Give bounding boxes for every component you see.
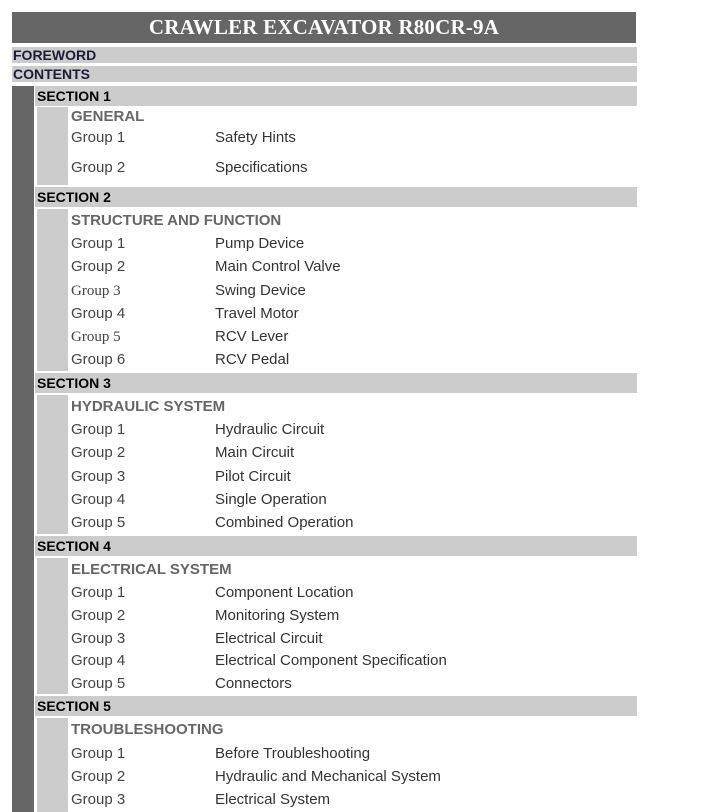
- section-4-indent: [37, 558, 68, 694]
- group-label[interactable]: Group 2: [71, 258, 126, 275]
- group-topic[interactable]: Before Troubleshooting: [215, 745, 371, 762]
- group-label[interactable]: Group 5: [71, 514, 126, 531]
- group-label[interactable]: Group 4: [71, 652, 126, 669]
- group-label[interactable]: Group 3: [71, 468, 126, 485]
- section-1-header[interactable]: SECTION 1: [35, 86, 637, 106]
- group-label[interactable]: Group 1: [71, 745, 126, 762]
- section-4-header[interactable]: SECTION 4: [35, 536, 637, 556]
- group-label[interactable]: Group 2: [71, 159, 126, 176]
- group-topic[interactable]: Travel Motor: [215, 305, 299, 322]
- section-2-header[interactable]: SECTION 2: [35, 187, 637, 207]
- group-topic[interactable]: Main Control Valve: [215, 258, 341, 275]
- group-topic[interactable]: Electrical Circuit: [215, 630, 323, 647]
- group-topic[interactable]: Monitoring System: [215, 607, 340, 624]
- group-label[interactable]: Group 1: [71, 584, 126, 601]
- group-topic[interactable]: RCV Lever: [215, 328, 289, 345]
- section-2-indent: [37, 209, 68, 371]
- group-label[interactable]: Group 2: [71, 607, 126, 624]
- group-label[interactable]: Group 3: [71, 630, 126, 647]
- group-topic[interactable]: Connectors: [215, 675, 292, 692]
- section-5-indent: [37, 718, 68, 812]
- section-4-title: ELECTRICAL SYSTEM: [71, 561, 232, 578]
- group-label[interactable]: Group 4: [71, 305, 126, 322]
- group-label[interactable]: Group 1: [71, 129, 126, 146]
- foreword-link[interactable]: FOREWORD: [12, 47, 637, 63]
- group-topic[interactable]: Electrical System: [215, 791, 331, 808]
- group-label[interactable]: Group 5: [71, 329, 121, 345]
- group-topic[interactable]: Hydraulic Circuit: [215, 421, 325, 438]
- group-topic[interactable]: Pump Device: [215, 235, 305, 252]
- group-topic[interactable]: Component Location: [215, 584, 354, 601]
- group-topic[interactable]: Hydraulic and Mechanical System: [215, 768, 441, 785]
- group-topic[interactable]: Single Operation: [215, 491, 327, 508]
- section-2-title: STRUCTURE AND FUNCTION: [71, 212, 282, 229]
- group-label[interactable]: Group 3: [71, 791, 126, 808]
- section-1-title: GENERAL: [71, 108, 145, 125]
- section-3-title: HYDRAULIC SYSTEM: [71, 398, 226, 415]
- group-topic[interactable]: Safety Hints: [215, 129, 296, 146]
- group-topic[interactable]: Main Circuit: [215, 444, 295, 461]
- group-label[interactable]: Group 6: [71, 351, 126, 368]
- section-1-indent: [37, 107, 68, 185]
- group-topic[interactable]: Swing Device: [215, 282, 306, 299]
- group-label[interactable]: Group 1: [71, 235, 126, 252]
- document-title: CRAWLER EXCAVATOR R80CR-9A: [12, 12, 636, 43]
- section-5-header[interactable]: SECTION 5: [35, 696, 637, 716]
- group-label[interactable]: Group 1: [71, 421, 126, 438]
- group-topic[interactable]: Specifications: [215, 159, 308, 176]
- section-3-indent: [37, 395, 68, 534]
- group-label[interactable]: Group 4: [71, 491, 126, 508]
- left-rail: [12, 86, 34, 812]
- section-5-title: TROUBLESHOOTING: [71, 721, 224, 738]
- group-label[interactable]: Group 3: [71, 283, 121, 299]
- group-topic[interactable]: Combined Operation: [215, 514, 354, 531]
- group-label[interactable]: Group 2: [71, 768, 126, 785]
- group-topic[interactable]: Electrical Component Specification: [215, 652, 447, 669]
- section-3-header[interactable]: SECTION 3: [35, 373, 637, 393]
- group-label[interactable]: Group 2: [71, 444, 126, 461]
- group-label[interactable]: Group 5: [71, 675, 126, 692]
- group-topic[interactable]: RCV Pedal: [215, 351, 290, 368]
- contents-link[interactable]: CONTENTS: [12, 66, 637, 82]
- group-topic[interactable]: Pilot Circuit: [215, 468, 291, 485]
